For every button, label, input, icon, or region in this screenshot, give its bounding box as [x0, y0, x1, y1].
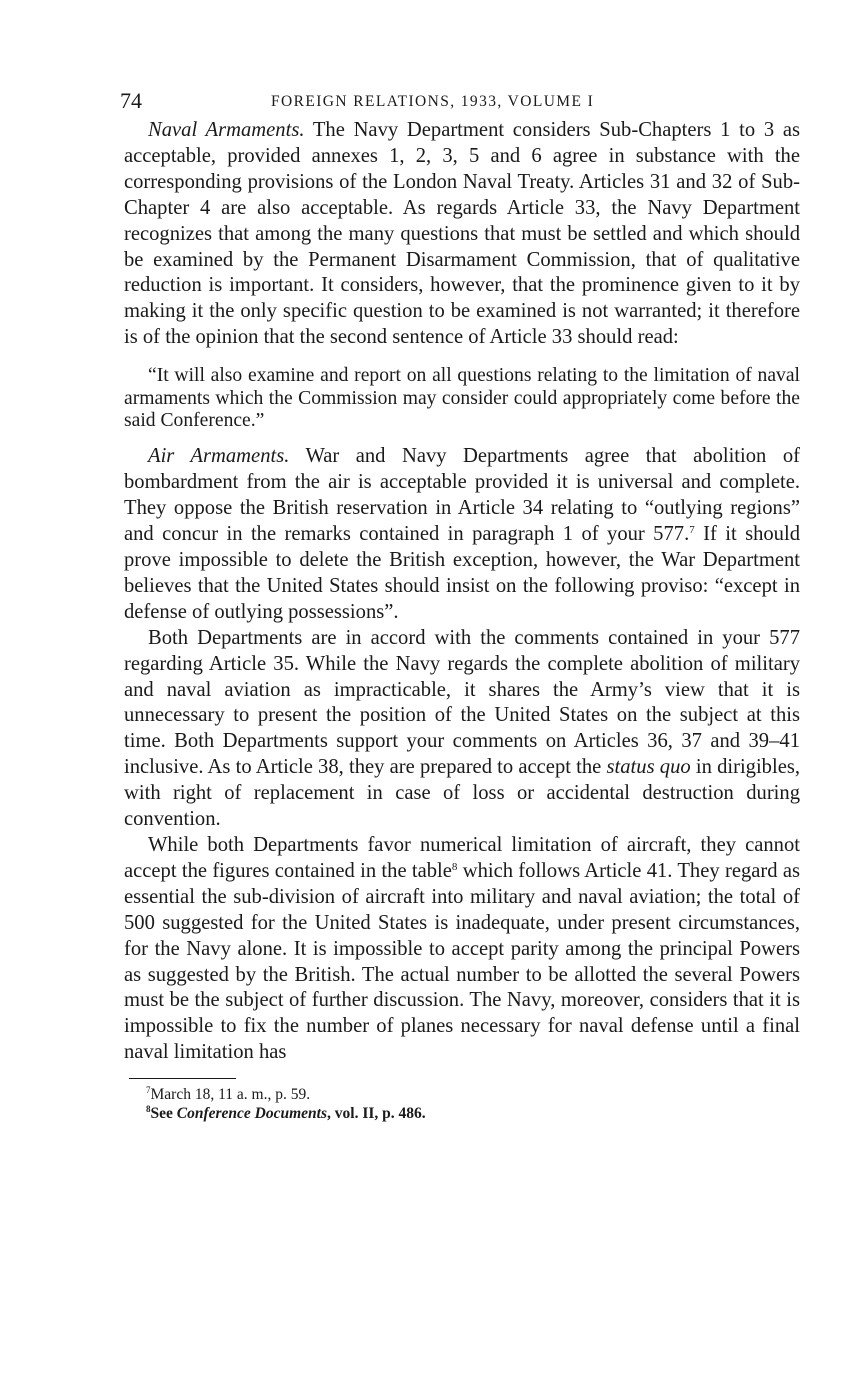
footnote-divider — [129, 1078, 236, 1079]
paragraph-air-armaments — [124, 444, 800, 625]
paragraph-heading: Naval Armaments. — [148, 119, 305, 141]
footnote-8 — [146, 1104, 800, 1123]
footnote-ref-7[interactable]: 7 — [689, 524, 695, 537]
footnote-ref-8[interactable]: 8 — [451, 860, 458, 873]
paragraph-numerical-limitation — [124, 833, 800, 1066]
paragraph-naval-armaments — [124, 118, 800, 351]
paragraph-text: War and Navy Departments agree that abolition of bombardment from the air is acceptable provided it is universal and complete. They oppose the British reservation in Article 34 relating to “outlying regions” and concur in the remarks contained in paragraph 1 of your 577. — [124, 445, 800, 546]
paragraph-heading: Air Armaments. — [148, 445, 290, 468]
footnote-mark: 8 — [146, 1104, 151, 1115]
block-quote: “It will also examine and report on all questions relating to the limitation of naval armaments which the Commission may consider could appropriately come before the said Conference.” — [124, 365, 800, 431]
footnote-text: , vol. II, p. 486. — [327, 1105, 426, 1123]
paragraph-text: Both Departments are in accord with the comments contained in your 577 regarding Article 35. While the Navy regards the complete abolition of military and naval aviation as impracticable, it shares the Army’s view that it is unnecessary to present the position of the United States on the subject at this time. Both Departments support your comments on Articles 36, 37 and 39–41 inclusive. As to Article 38, they are prepared to accept the — [124, 626, 800, 779]
running-title: FOREIGN RELATIONS, 1933, VOLUME I — [271, 93, 595, 110]
paragraph-text: If it should prove impossible to delete the British exception, however, the War Department believes that the United States should insist on the following proviso: “except in defense of outlying possessions”. — [124, 523, 800, 623]
footnote-mark: 7 — [146, 1085, 151, 1096]
document-page — [120, 88, 801, 1123]
page-header — [120, 88, 800, 118]
status-quo-term: status quo — [606, 756, 691, 779]
paragraph-text: The Navy Department considers Sub-Chapters 1 to 3 as acceptable, provided annexes 1, 2, 3, 5 and 6 agree in substance with the corresponding provisions of the London Naval Treaty. Articles 31 and 32 of Sub-Chapter 4 are also acceptable. As regards Article 33, the Navy Department recognizes that among the many questions that must be settled and which should be examined by the Permanent Disarmament Commission, that of qualitative reduction is important. It considers, however, that the prominence given to it by making it the only specific question to be examined is not warranted; it therefore is of the opinion that the second sentence of Article 33 should read: — [124, 119, 800, 349]
paragraph-text: in dirigibles, with right of replacement in case of loss or accidental destruction during convention. — [124, 756, 801, 831]
paragraph-text: While both Departments favor numerical limitation of aircraft, they cannot accept the figures contained in the table — [124, 833, 800, 882]
footnote-text: See — [150, 1105, 177, 1123]
paragraph-text: which follows Article 41. They regard as essential the sub-division of aircraft into military and naval aviation; the total of 500 suggested for the United States is inadequate, under present circumstances, for the Navy alone. It is impossible to accept parity among the principal Powers as suggested by the British. The actual number to be allotted the several Powers must be the subject of further discussion. The Navy, moreover, considers that it is impossible to fix the number of planes necessary for naval defense until a final naval limitation has — [124, 859, 800, 1064]
footnote-7 — [146, 1085, 800, 1104]
footnote-text: March 18, 11 a. m., p. 59. — [150, 1086, 311, 1104]
page-number: 74 — [120, 88, 142, 113]
paragraph-both-departments — [124, 626, 800, 833]
footnote-source-title[interactable]: Conference Documents — [176, 1105, 328, 1123]
